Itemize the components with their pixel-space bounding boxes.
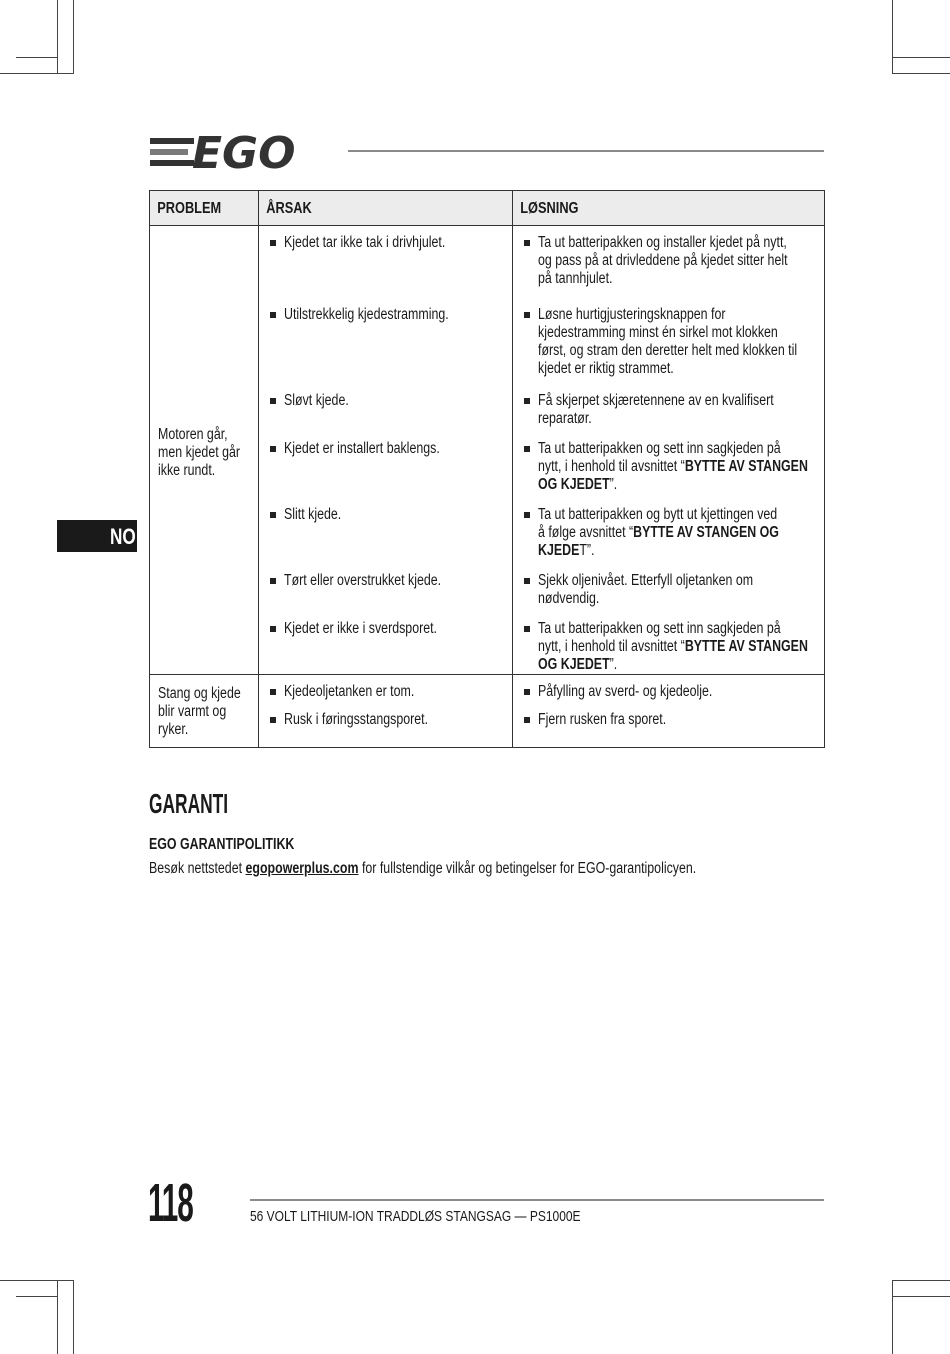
cell-text-line: Motoren går, (158, 426, 228, 443)
ego-logo-graphic (148, 128, 332, 172)
header-problem: PROBLEM (150, 191, 259, 226)
bullet-item (513, 675, 824, 701)
footer-rule (250, 1199, 824, 1201)
warranty-text-after: for fullstendige vilkår og betingelser for EGO-garantipolicyen. (358, 860, 697, 877)
section-reference: BYTTE AV STANGEN (684, 457, 808, 475)
cell-text-line: Påfylling av sverd- og kjedeolje. (538, 682, 713, 700)
cause-cell (259, 384, 513, 432)
bullet-square-icon (524, 240, 530, 246)
problem-cell (150, 226, 259, 675)
cell-text-line: OG KJEDET”. (538, 475, 618, 493)
bullet-square-icon (270, 446, 276, 452)
cell-text-line: Rusk i føringsstangsporet. (284, 711, 429, 728)
solution-cell (513, 498, 825, 564)
cause-cell (259, 498, 513, 564)
bullet-square-icon (524, 312, 530, 318)
cell-text-line: OG KJEDET”. (538, 655, 618, 673)
header-cause: ÅRSAK (259, 191, 513, 226)
crop-mark (57, 0, 58, 74)
bullet-square-icon (524, 626, 530, 632)
cell-text-line: men kjedet går (158, 444, 241, 461)
bullet-item (513, 298, 824, 378)
crop-mark (73, 0, 74, 74)
cell-text-line: nytt, i henhold til avsnittet “BYTTE AV STANGEN (538, 637, 808, 655)
logo-bar (150, 160, 194, 166)
cell-text-line: kjedestramming minst én sirkel mot klokken (538, 323, 778, 341)
section-reference: KJEDE (538, 541, 580, 559)
cell-text-line: Ta ut batteripakken og sett inn sagkjeden på (538, 619, 781, 637)
cause-cell (259, 707, 513, 747)
bullet-item (259, 432, 512, 458)
bullet-square-icon (524, 717, 530, 723)
table-header-row (150, 191, 825, 226)
warranty-text-before: Besøk nettstedet (149, 860, 246, 877)
crop-mark (16, 1296, 57, 1297)
solution-cell (513, 707, 825, 747)
bullet-square-icon (270, 398, 276, 404)
cell-text-line: blir varmt og (158, 702, 227, 720)
crop-mark (892, 1280, 950, 1281)
section-reference: BYTTE AV STANGEN (684, 637, 808, 655)
cell-text-line: Slitt kjede. (284, 505, 342, 523)
table-row (150, 226, 825, 298)
bullet-item (259, 226, 512, 252)
crop-mark (892, 1296, 950, 1297)
bullet-square-icon (270, 240, 276, 246)
cell-text-line: Ta ut batteripakken og installer kjedet på nytt, (538, 234, 787, 251)
solution-cell (513, 612, 825, 675)
solution-cell (513, 432, 825, 498)
cell-text-line: ikke rundt. (158, 462, 216, 479)
cell-text-line: Ta ut batteripakken og sett inn sagkjeden på (538, 439, 781, 457)
table-row (150, 674, 825, 707)
warranty-subheading: EGO GARANTIPOLITIKK (149, 836, 295, 853)
bullet-square-icon (270, 312, 276, 318)
cell-text-line: Kjedet er installert baklengs. (284, 439, 440, 457)
cause-cell (259, 432, 513, 498)
cell-text-line: ryker. (158, 720, 189, 738)
crop-mark (16, 57, 57, 58)
warranty-link[interactable]: egopowerplus.com (245, 860, 359, 877)
cause-cell (259, 564, 513, 612)
cell-text-line: Løsne hurtigjusteringsknappen for (538, 305, 726, 323)
bullet-square-icon (524, 689, 530, 695)
warranty-text (149, 860, 833, 878)
section-reference: BYTTE AV STANGEN OG (633, 523, 779, 541)
cell-text-line: Kjedet er ikke i sverdsporet. (284, 619, 438, 637)
bullet-item (513, 564, 824, 608)
bullet-item (259, 707, 512, 729)
cell-text-line: reparatør. (538, 409, 592, 427)
cause-cell (259, 226, 513, 298)
section-reference: OG KJEDET (538, 475, 610, 493)
ego-logo (148, 128, 332, 177)
bullet-item (259, 612, 512, 638)
bullet-item (513, 432, 824, 494)
cell-text-line: Kjedeoljetanken er tom. (284, 682, 415, 700)
cell-text-line: Utilstrekkelig kjedestramming. (284, 305, 449, 323)
bullet-item (259, 564, 512, 590)
cell-text-line: Kjedet tar ikke tak i drivhjulet. (284, 234, 446, 251)
bullet-square-icon (270, 717, 276, 723)
crop-mark (892, 57, 950, 58)
bullet-item (259, 298, 512, 324)
bullet-square-icon (524, 446, 530, 452)
solution-cell (513, 226, 825, 298)
bullet-item (513, 498, 824, 560)
cell-text-line: kjedet er riktig strammet. (538, 359, 674, 377)
cause-cell (259, 298, 513, 384)
solution-cell (513, 384, 825, 432)
language-tab-label: NO (110, 524, 136, 549)
bullet-square-icon (524, 578, 530, 584)
cell-text-line: å følge avsnittet “BYTTE AV STANGEN OG (538, 523, 779, 541)
crop-mark (73, 1280, 74, 1354)
cell-text-line: nytt, i henhold til avsnittet “BYTTE AV STANGEN (538, 457, 808, 475)
language-tab (57, 520, 137, 552)
header-solution: LØSNING (513, 191, 825, 226)
crop-mark (57, 1280, 58, 1354)
warranty-heading: GARANTI (149, 788, 229, 819)
logo-bar (150, 138, 194, 144)
cell-text-line: Få skjerpet skjæretennene av en kvalifisert (538, 391, 774, 409)
cell-text-line: KJEDET”. (538, 541, 595, 559)
solution-cell (513, 564, 825, 612)
cell-text-line: Tørt eller overstrukket kjede. (284, 571, 442, 589)
troubleshooting-table (149, 190, 825, 748)
cell-text-line: og pass på at drivleddene på kjedet sitter helt (538, 252, 788, 269)
cell-text-line: Fjern rusken fra sporet. (538, 711, 667, 728)
section-reference: OG KJEDET (538, 655, 610, 673)
bullet-item (259, 384, 512, 410)
cell-text-line: Stang og kjede (158, 684, 241, 702)
cell-text-line: nødvendig. (538, 589, 600, 607)
header-rule (348, 150, 824, 152)
bullet-square-icon (270, 578, 276, 584)
cell-text-line: Sjekk oljenivået. Etterfyll oljetanken om (538, 571, 754, 589)
solution-cell (513, 674, 825, 707)
crop-mark (892, 73, 950, 74)
solution-cell (513, 298, 825, 384)
cause-cell (259, 674, 513, 707)
crop-mark (0, 1280, 74, 1281)
problem-cell (150, 674, 259, 747)
bullet-item (259, 675, 512, 701)
page-number: 118 (148, 1173, 193, 1233)
bullet-item (513, 226, 824, 288)
bullet-item (513, 612, 824, 674)
bullet-square-icon (270, 689, 276, 695)
bullet-square-icon (270, 512, 276, 518)
crop-mark (892, 0, 893, 74)
footer-title: 56 VOLT LITHIUM-ION TRADDLØS STANGSAG — PS1000E (250, 1208, 581, 1225)
cell-text-line: på tannhjulet. (538, 270, 613, 287)
crop-mark (892, 1280, 893, 1354)
bullet-square-icon (524, 512, 530, 518)
cell-text-line: Ta ut batteripakken og bytt ut kjettingen ved (538, 505, 778, 523)
crop-mark (0, 73, 74, 74)
bullet-square-icon (524, 398, 530, 404)
cause-cell (259, 612, 513, 675)
bullet-item (259, 498, 512, 524)
bullet-item (513, 707, 824, 729)
cell-text-line: Sløvt kjede. (284, 391, 349, 409)
logo-bar (150, 149, 188, 155)
bullet-item (513, 384, 824, 428)
cell-text-line: først, og stram den deretter helt med klokken til (538, 341, 798, 359)
logo-letters: EGO (192, 128, 296, 172)
bullet-square-icon (270, 626, 276, 632)
